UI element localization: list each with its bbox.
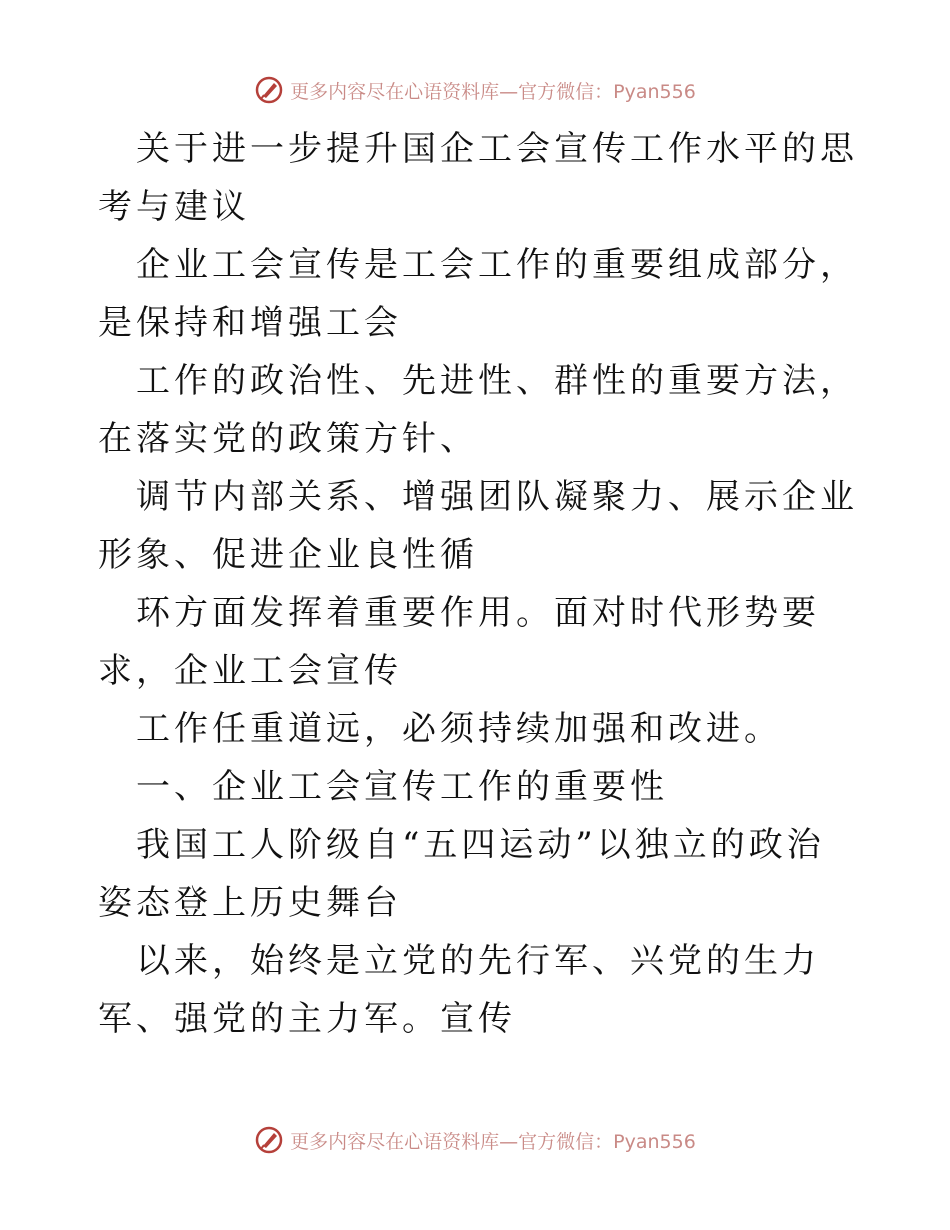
watermark-text: 更多内容尽在心语资料库—官方微信：Pyan556 [290,1130,696,1153]
paragraph: 环方面发挥着重要作用。面对时代形势要求，企业工会宣传 [98,593,820,691]
pen-seal-icon [254,1125,284,1155]
paragraph: 我国工人阶级自“五四运动”以独立的政治姿态登上历史舞台 [98,825,825,923]
paragraph: 企业工会宣传是工会工作的重要组成部分，是保持和增强工会 [98,245,858,343]
document-title: 关于进一步提升国企工会宣传工作水平的思考与建议 [98,129,858,227]
section-heading: 一、企业工会宣传工作的重要性 [136,767,668,807]
pen-seal-icon [254,75,284,105]
paragraph: 以来，始终是立党的先行军、兴党的生力军、强党的主力军。宣传 [98,941,820,1039]
paragraph: 工作的政治性、先进性、群性的重要方法，在落实党的政策方针、 [98,361,858,459]
paragraph: 工作任重道远，必须持续加强和改进。 [136,709,782,749]
header-watermark [0,72,950,108]
footer-watermark [0,1122,950,1158]
watermark-text: 更多内容尽在心语资料库—官方微信：Pyan556 [290,80,696,103]
paragraph: 调节内部关系、增强团队凝聚力、展示企业形象、促进企业良性循 [98,477,858,575]
document-body [98,120,858,1048]
